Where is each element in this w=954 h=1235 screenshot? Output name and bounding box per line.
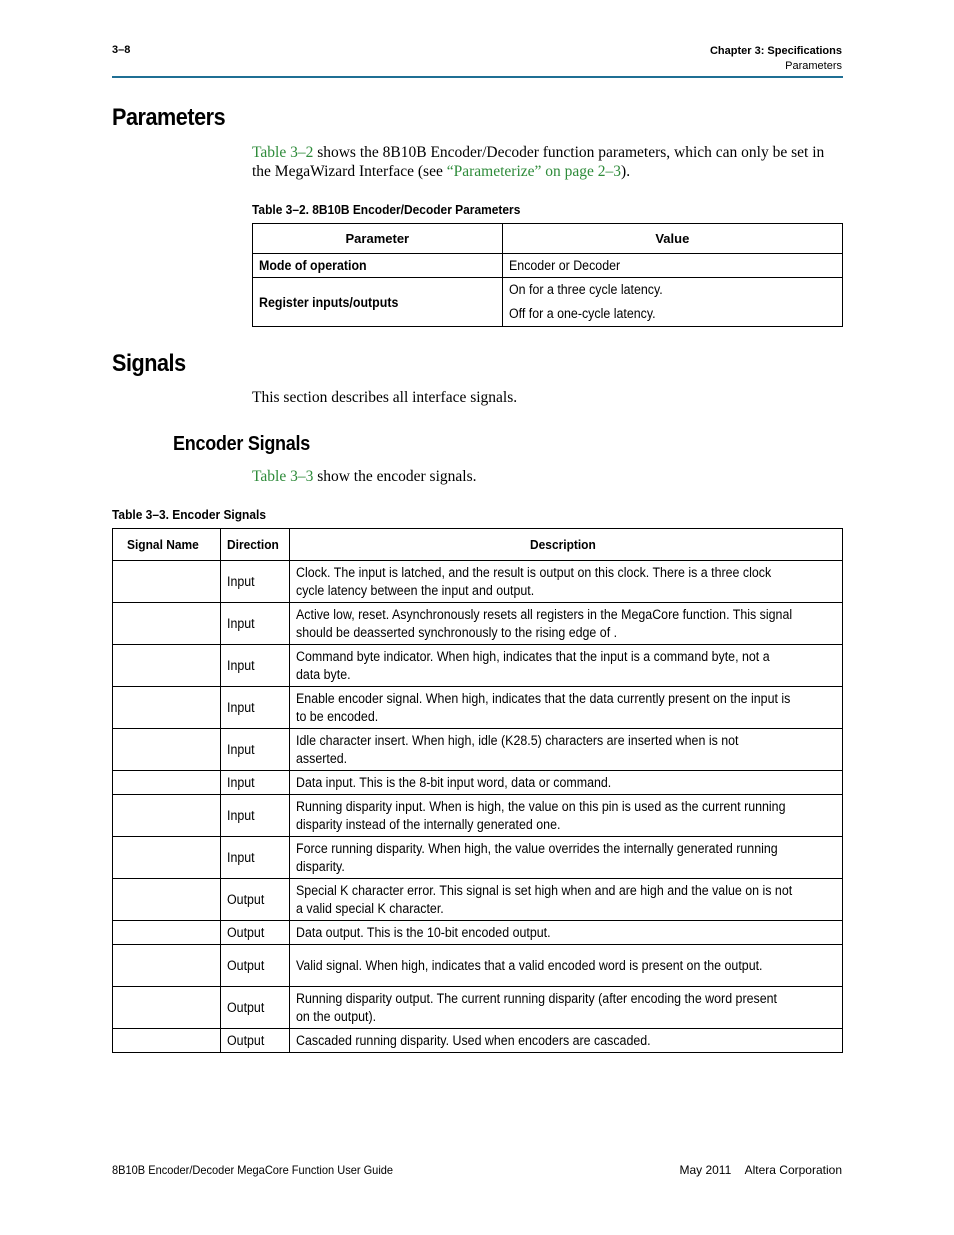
signal-name	[113, 771, 221, 795]
column-header-value: Value	[502, 224, 842, 254]
signal-direction	[220, 945, 289, 987]
direction-text: Input	[226, 807, 255, 823]
signal-description	[290, 687, 843, 729]
footer-date: May 2011	[679, 1163, 732, 1177]
table-row	[113, 645, 843, 687]
param-name-text: Mode of operation	[259, 258, 367, 273]
signal-direction	[220, 771, 289, 795]
param-value	[502, 254, 842, 278]
parameterize-link[interactable]: “Parameterize” on page 2–3	[446, 163, 622, 180]
chapter-title: Chapter 3: Specifications	[709, 45, 842, 57]
signal-direction	[220, 729, 289, 771]
table-row	[113, 729, 843, 771]
header-rule	[112, 76, 843, 78]
signal-name	[113, 921, 221, 945]
description-text: Valid signal. When high, indicates that a valid encoded word is present on the output.	[296, 957, 763, 973]
table-row	[113, 561, 843, 603]
signals-heading: Signals	[112, 350, 186, 377]
parameters-heading: Parameters	[112, 104, 226, 131]
table-row	[113, 771, 843, 795]
direction-text: Input	[226, 615, 255, 631]
signal-direction	[220, 687, 289, 729]
description-text: Data output. This is the 10-bit encoded output.	[296, 924, 551, 940]
description-text: Command byte indicator. When high, indicates that the input is a command byte, not a data byte.	[296, 648, 770, 682]
signal-description	[290, 1029, 843, 1053]
signal-name	[113, 987, 221, 1029]
signal-name	[113, 645, 221, 687]
direction-text: Input	[226, 657, 255, 673]
signal-name	[113, 561, 221, 603]
param-value	[502, 278, 842, 327]
column-header-description	[290, 529, 843, 561]
signal-description	[290, 561, 843, 603]
direction-text: Input	[226, 699, 255, 715]
parameters-intro	[252, 143, 844, 181]
signal-direction	[220, 561, 289, 603]
description-text: Running disparity input. When is high, the value on this pin is used as the current running disparity instead of the internally generated one.	[296, 798, 786, 832]
encoder-table-header	[113, 529, 843, 561]
column-header-parameter: Parameter	[253, 224, 503, 254]
parameters-intro-text: shows the 8B10B Encoder/Decoder function parameters, which can only be set in the MegaWizard Interface (see	[252, 144, 825, 180]
table-row	[113, 987, 843, 1029]
column-header-text: Direction	[226, 537, 279, 552]
description-text: Running disparity output. The current running disparity (after encoding the word present on the output).	[296, 990, 777, 1024]
description-text: Enable encoder signal. When high, indicates that the data currently present on the input is to be encoded.	[296, 690, 791, 724]
direction-text: Output	[226, 924, 264, 940]
signal-description	[290, 921, 843, 945]
parameters-table-caption: Table 3–2. 8B10B Encoder/Decoder Parameters	[252, 202, 521, 217]
description-text: Cascaded running disparity. Used when encoders are cascaded.	[296, 1032, 651, 1048]
description-text: Data input. This is the 8-bit input word, data or command.	[296, 774, 612, 790]
signals-intro: This section describes all interface signals.	[252, 389, 518, 406]
signal-description	[290, 603, 843, 645]
table-row	[113, 879, 843, 921]
column-header-signal-name	[113, 529, 221, 561]
signal-direction	[220, 987, 289, 1029]
table-row	[113, 795, 843, 837]
encoder-intro-text: show the encoder signals.	[313, 468, 477, 485]
signal-direction	[220, 603, 289, 645]
signal-name	[113, 879, 221, 921]
signal-direction	[220, 837, 289, 879]
table-row	[113, 1029, 843, 1053]
direction-text: Output	[226, 999, 264, 1015]
direction-text: Output	[226, 891, 264, 907]
signal-direction	[220, 645, 289, 687]
signal-description	[290, 837, 843, 879]
signal-direction	[220, 921, 289, 945]
section-title: Parameters	[785, 60, 842, 72]
footer-right	[679, 1163, 842, 1177]
signal-name	[113, 603, 221, 645]
signal-direction	[220, 795, 289, 837]
encoder-intro	[252, 467, 476, 486]
column-header-direction	[220, 529, 289, 561]
direction-text: Input	[226, 849, 255, 865]
param-name-text: Register inputs/outputs	[259, 294, 399, 310]
param-value-text: Off for a one-cycle latency.	[508, 306, 656, 321]
description-text: Special K character error. This signal is set high when and are high and the value on is not a valid special K character.	[296, 882, 793, 916]
table-row	[113, 603, 843, 645]
table-3-2-link[interactable]: Table 3–2	[252, 144, 314, 161]
signal-description	[290, 729, 843, 771]
description-text: Force running disparity. When high, the value overrides the internally generated running disparity.	[296, 840, 778, 874]
page-number: 3–8	[112, 44, 131, 56]
table-row	[113, 945, 843, 987]
description-text: Clock. The input is latched, and the result is output on this clock. There is a three clock cycle latency between the input and output.	[296, 564, 772, 598]
signal-description	[290, 645, 843, 687]
parameters-intro-end: ).	[621, 163, 631, 180]
encoder-table-caption: Table 3–3. Encoder Signals	[112, 507, 266, 522]
column-header-text: Signal Name	[127, 537, 200, 552]
signal-description	[290, 987, 843, 1029]
signal-description	[290, 879, 843, 921]
running-header	[710, 44, 842, 74]
table-row	[113, 921, 843, 945]
description-text: Idle character insert. When high, idle (K28.5) characters are inserted when is not asserted.	[296, 732, 739, 766]
table-row	[253, 254, 843, 278]
param-value-text: Encoder or Decoder	[508, 258, 620, 273]
table-row	[253, 278, 843, 327]
signal-name	[113, 795, 221, 837]
param-value-text: On for a three cycle latency.	[508, 282, 663, 297]
footer-company: Altera Corporation	[744, 1163, 842, 1177]
column-header-text: Description	[530, 537, 597, 552]
direction-text: Input	[226, 573, 255, 589]
encoder-signals-heading: Encoder Signals	[173, 433, 310, 455]
encoder-signals-table	[112, 528, 843, 1053]
table-row	[113, 837, 843, 879]
direction-text: Input	[226, 741, 255, 757]
param-name	[253, 254, 503, 278]
parameters-table	[252, 223, 843, 327]
footer-document-title: 8B10B Encoder/Decoder MegaCore Function User Guide	[112, 1163, 394, 1177]
signal-description	[290, 795, 843, 837]
signal-name	[113, 729, 221, 771]
signal-description	[290, 771, 843, 795]
signal-direction	[220, 879, 289, 921]
signal-name	[113, 687, 221, 729]
direction-text: Output	[226, 957, 264, 973]
table-3-3-link[interactable]: Table 3–3	[252, 468, 314, 485]
description-text: Active low, reset. Asynchronously resets all registers in the MegaCore function. This signal should be deasserted synchronously to the rising edge of .	[296, 606, 793, 640]
param-name	[253, 278, 503, 327]
signal-description	[290, 945, 843, 987]
signal-name	[113, 945, 221, 987]
signal-name	[113, 1029, 221, 1053]
direction-text: Input	[226, 774, 255, 790]
parameters-table-header	[253, 224, 843, 254]
table-row	[113, 687, 843, 729]
signal-direction	[220, 1029, 289, 1053]
direction-text: Output	[226, 1032, 264, 1048]
signal-name	[113, 837, 221, 879]
